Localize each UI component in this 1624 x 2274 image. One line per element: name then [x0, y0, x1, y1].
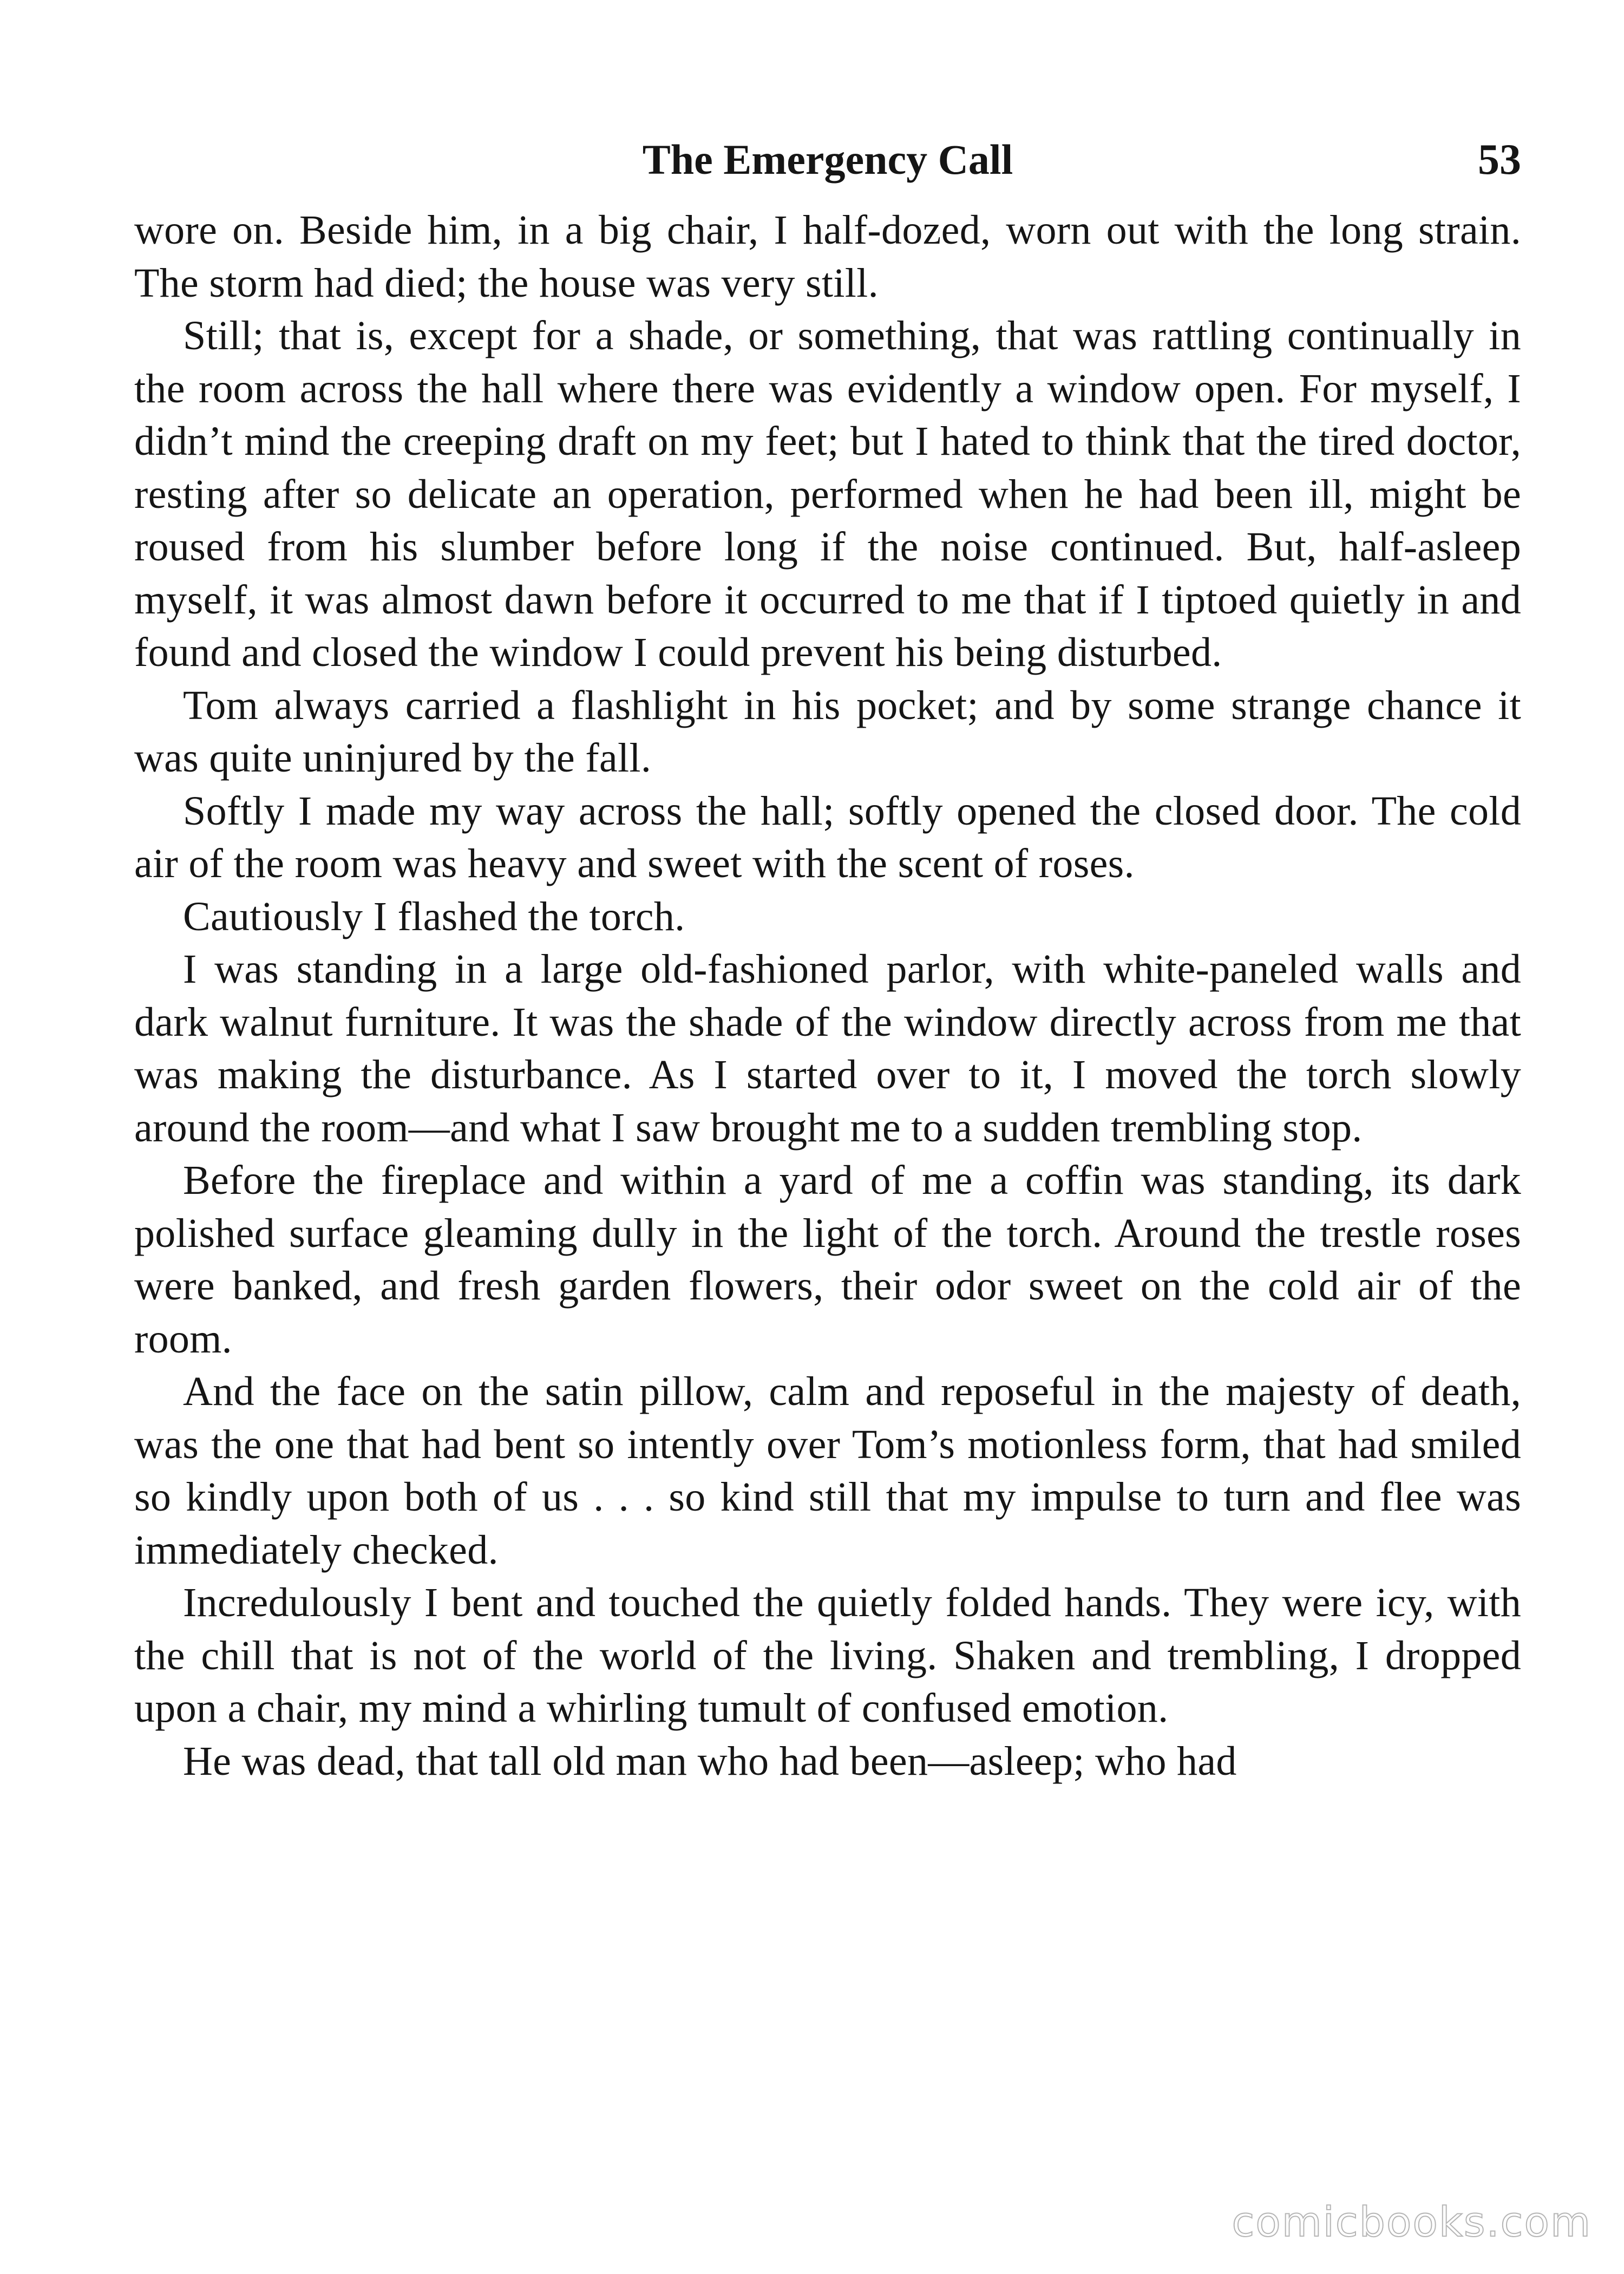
- paragraph: wore on. Beside him, in a big chair, I half-dozed, worn out with the long strain. The storm had died; the house was very still.: [134, 207, 1521, 306]
- paragraph: Still; that is, except for a shade, or something, that was rattling continually in the room across the hall where there was evidently a window open. For myself, I didn’t mind the creeping draft on my feet; but I hated to think that the tired doctor, resting after so delicate an operation, performed when he had been ill, might be roused from his slumber before long if the noise continued. But, half-asleep myself, it was almost dawn before it occurred to me that if I tiptoed quietly in and found and closed the window I could prevent his being disturbed.: [134, 313, 1521, 675]
- paragraph: I was standing in a large old-fashioned parlor, with white-paneled walls and dark walnut furniture. It was the shade of the window directly across from me that was making the disturbance. As I started over to it, I moved the torch slowly around the room—and what I saw brought me to a sudden trembling stop.: [134, 946, 1521, 1151]
- body-text: [134, 204, 1521, 1788]
- paragraph: Cautiously I flashed the torch.: [183, 893, 685, 939]
- running-title: The Emergency Call: [642, 136, 1013, 183]
- page-header: [134, 133, 1521, 200]
- book-page: [134, 133, 1521, 1788]
- watermark: comicbooks.com: [1232, 2198, 1592, 2246]
- paragraph: Before the fireplace and within a yard of me a coffin was standing, its dark polished surface gleaming dully in the light of the torch. Around the trestle roses were banked, and fresh garden flowers, their odor sweet on the cold air of the room.: [134, 1158, 1521, 1362]
- paragraph: Incredulously I bent and touched the quietly folded hands. They were icy, with the chill that is not of the world of the living. Shaken and trembling, I dropped upon a chair, my mind a whirling tumult of confused emotion.: [134, 1580, 1521, 1731]
- paragraph: He was dead, that tall old man who had been—asleep; who had: [183, 1738, 1237, 1784]
- page-number: 53: [1478, 136, 1521, 184]
- paragraph: And the face on the satin pillow, calm and reposeful in the majesty of death, was the one that had bent so intently over Tom’s motionless form, that had smiled so kindly upon both of us . . . so kind still that my impulse to turn and flee was immediately checked.: [134, 1369, 1521, 1573]
- paragraph: Softly I made my way across the hall; softly opened the closed door. The cold air of the room was heavy and sweet with the scent of roses.: [134, 788, 1521, 886]
- paragraph: Tom always carried a flashlight in his pocket; and by some strange chance it was quite uninjured by the fall.: [134, 682, 1521, 781]
